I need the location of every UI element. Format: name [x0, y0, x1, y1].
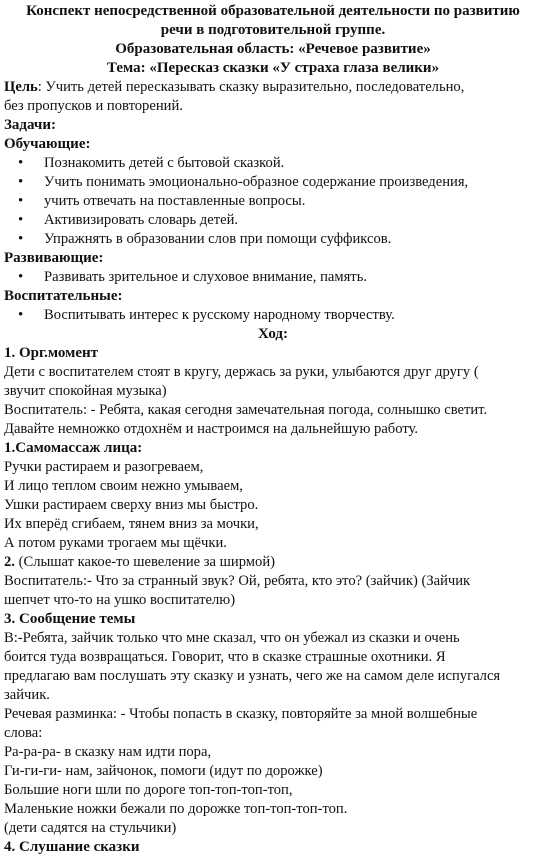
lesson-theme: Тема: «Пересказ сказки «У страха глаза велики»	[106, 60, 440, 76]
text-line: Ра-ра-ра- в сказку нам идти пора,	[4, 744, 212, 760]
text-line: Их вперёд сгибаем, тянем вниз за мочки,	[4, 516, 259, 532]
text-line: Ручки растираем и разогреваем,	[4, 459, 204, 475]
text-line: А потом руками трогаем мы щёчки.	[4, 535, 227, 551]
list-item: • Развивать зрительное и слуховое внимание, память.	[44, 268, 542, 287]
teaching-heading: Обучающие:	[4, 136, 91, 152]
text-line: Давайте немножко отдохнём и настроимся на дальнейшую работу.	[4, 421, 418, 437]
goal-label: Цель	[4, 79, 38, 95]
goal-text: : Учить детей пересказывать сказку выразительно, последовательно,	[37, 79, 465, 95]
section-number: 2.	[4, 554, 15, 570]
text-line: (дети садятся на стульчики)	[4, 820, 177, 836]
list-item-text: учить отвечать на поставленные вопросы.	[44, 193, 306, 209]
text-line: Ги-ги-ги- нам, зайчонок, помоги (идут по дорожке)	[4, 763, 323, 779]
educational-heading: Воспитательные:	[4, 288, 123, 304]
text-line: Воспитатель:- Что за странный звук? Ой, ребята, кто это? (зайчик) (Зайчик	[4, 573, 471, 589]
section-rustle	[4, 553, 542, 572]
section-theme-message: 3. Сообщение темы	[4, 611, 136, 627]
text-line: слова:	[4, 725, 43, 741]
text-line: Маленькие ножки бежали по дорожке топ-топ-топ-топ.	[4, 801, 348, 817]
tasks-heading: Задачи:	[4, 117, 57, 133]
section-listening: 4. Слушание сказки	[4, 839, 140, 855]
section-self-massage: 1.Самомассаж лица:	[4, 440, 143, 456]
list-item-continuation	[44, 192, 542, 211]
text-line: И лицо теплом своим нежно умываем,	[4, 478, 243, 494]
educational-list	[4, 306, 542, 325]
section-note: (Слышат какое-то шевеление за ширмой)	[14, 554, 276, 570]
text-line: боится туда возвращаться. Говорит, что в сказке страшные охотники. Я	[4, 649, 446, 665]
list-item: • Воспитывать интерес к русскому народному творчеству.	[44, 306, 542, 325]
developing-list	[4, 268, 542, 287]
text-line: Дети с воспитателем стоят в кругу, держась за руки, улыбаются друг другу (	[4, 364, 479, 380]
list-item: • Активизировать словарь детей.	[44, 211, 542, 230]
text-line: Воспитатель: - Ребята, какая сегодня замечательная погода, солнышко светит.	[4, 402, 488, 418]
teaching-list	[4, 154, 542, 249]
educational-area: Образовательная область: «Речевое развитие»	[115, 41, 431, 57]
list-item: • Упражнять в образовании слов при помощи суффиксов.	[44, 230, 542, 249]
list-item: • Познакомить детей с бытовой сказкой.	[44, 154, 542, 173]
text-line: Речевая разминка: - Чтобы попасть в сказку, повторяйте за мной волшебные	[4, 706, 478, 722]
text-line: звучит спокойная музыка)	[4, 383, 167, 399]
section-org-moment: 1. Орг.момент	[4, 345, 98, 361]
goal-line	[4, 78, 542, 97]
text-line: Ушки растираем сверху вниз мы быстро.	[4, 497, 259, 513]
text-line: предлагаю вам послушать эту сказку и узнать, чего же на самом деле испугался	[4, 668, 501, 684]
text-line: зайчик.	[4, 687, 50, 703]
list-item: • Учить понимать эмоционально-образное содержание произведения,	[44, 173, 542, 192]
text-line: В:-Ребята, зайчик только что мне сказал, что он убежал из сказки и очень	[4, 630, 460, 646]
doc-title-line-2: речи в подготовительной группе.	[160, 22, 386, 38]
doc-title-line-1: Конспект непосредственной образовательной деятельности по развитию	[26, 3, 520, 19]
text-line: Большие ноги шли по дороге топ-топ-топ-топ,	[4, 782, 293, 798]
text-line: шепчет что-то на ушко воспитателю)	[4, 592, 236, 608]
goal-text-2: без пропусков и повторений.	[4, 98, 183, 114]
course-heading: Ход:	[257, 326, 289, 342]
developing-heading: Развивающие:	[4, 250, 104, 266]
